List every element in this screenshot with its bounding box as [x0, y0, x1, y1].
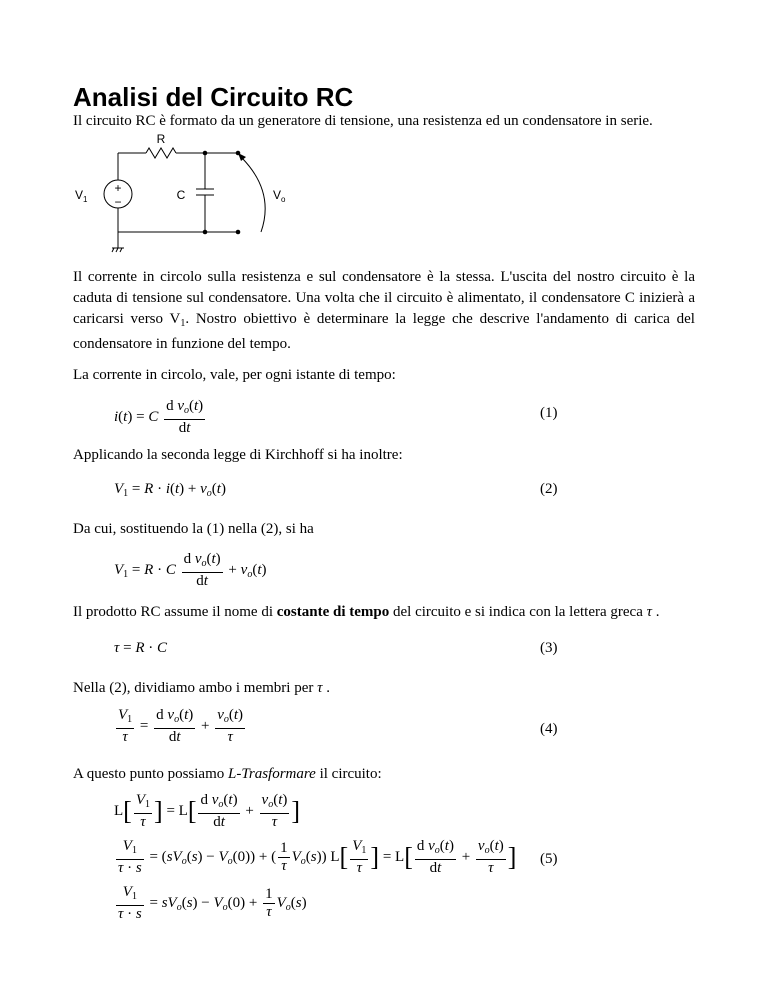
source-minus-sign: − — [114, 195, 122, 209]
equation-2: $V_1 = R \cdot i(t) + v_o(t)$ — [114, 481, 226, 499]
rc-circuit-diagram — [70, 128, 300, 263]
intro-paragraph: Il circuito RC è formato da un generatore di tensione, una resistenza ed un condensatore in serie. — [73, 113, 653, 129]
equation-number-3: (3) — [540, 640, 558, 656]
equation-substituted: $V_1 = R \cdot C$ $\frac{d v_o(t)}{dt}$ + $v_o(t)$ — [114, 551, 267, 589]
paragraph-kirchhoff: Applicando la seconda legge di Kirchhoff si ha inoltre: — [73, 447, 403, 463]
equation-1: i(t) = C $\frac{d v_o(t)}{dt}$ — [114, 398, 204, 436]
resistor-label: R — [156, 132, 166, 146]
equation-5-line-1: L[ $\frac{V_1}{\tau}$ ] = L[ $\frac{d v_o(t)}{dt}$ + $\frac{v_o(t)}{\tau}$ ] — [114, 792, 301, 830]
paragraph-time-constant: Il prodotto RC assume il nome di costante di tempo del circuito e si indica con la lettera greca τ . — [73, 604, 660, 620]
equation-number-4: (4) — [540, 721, 558, 737]
equation-5-line-2: $\frac{V_1}{\tau \cdot s}$ = $(sV_o(s) - V_o(0))$ + ( $\frac{1}{\tau}$ $V_o(s)$) L[ $\frac{V_1}{\tau}$ ] = L[ $\frac{d v_o(t)}{dt}$ + $\frac{v_o(t)}{\tau}$ ] — [118, 838, 517, 876]
capacitor-label: C — [176, 188, 186, 202]
equation-4: $\frac{V_1}{\tau}$ = $\frac{d v_o(t)}{dt}$ + $\frac{v_o(t)}{\tau}$ — [118, 707, 244, 745]
equation-3: τ = R · C — [114, 640, 168, 656]
equation-5-line-3: $\frac{V_1}{\tau \cdot s}$ = $sV_o(s) - V_o(0)$ + $\frac{1}{\tau}$ $V_o(s)$ — [118, 884, 307, 922]
paragraph-laplace: A questo punto possiamo L-Trasformare il circuito: — [73, 766, 382, 782]
paragraph-current: La corrente in circolo, vale, per ogni istante di tempo: — [73, 367, 396, 383]
paragraph-circuit-description: Il corrente in circolo sulla resistenza e sul condensatore è la stessa. L'uscita del nostro circuito è la caduta di tensione sul condensatore. Una volta che il circuito è alimentato, il condensatore C inizierà a caricarsi verso $V_1$. Nostro obiettivo è determinare la legge che descrive l'andamento di carica del condensatore in funzione del tempo. — [73, 269, 695, 352]
output-label: $V_o$ — [273, 188, 286, 204]
resistor-symbol — [146, 148, 176, 158]
paragraph-divide: Nella (2), dividiamo ambo i membri per τ . — [73, 680, 330, 696]
equation-number-5: (5) — [540, 851, 558, 867]
page-title: Analisi del Circuito RC — [73, 82, 354, 112]
source-plus-sign: + — [114, 181, 122, 195]
equation-number-2: (2) — [540, 481, 558, 497]
output-voltage-arrow — [242, 158, 265, 232]
source-label: $V_1$ — [75, 188, 88, 204]
paragraph-substitution: Da cui, sostituendo la (1) nella (2), si ha — [73, 521, 314, 537]
equation-number-1: (1) — [540, 405, 558, 421]
bottom-output-dot — [236, 230, 241, 235]
